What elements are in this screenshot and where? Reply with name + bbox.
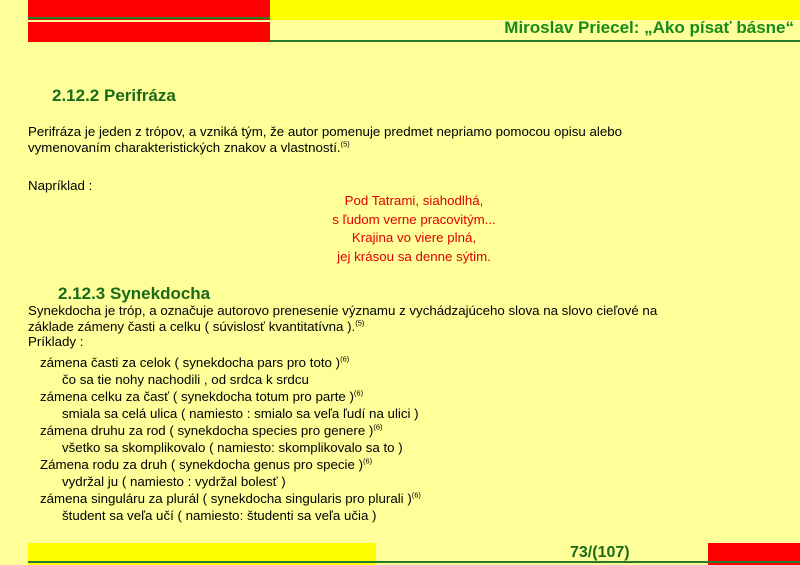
list-item-text: Zámena rodu za druh ( synekdocha genus pro specie ) (40, 457, 364, 472)
footer-rule (28, 561, 800, 563)
list-item (40, 423, 780, 440)
list-item-example: všetko sa skomplikovalo ( namiesto: skomplikovalo sa to ) (62, 440, 403, 455)
list-item-example: čo sa tie nohy nachodili , od srdca k srdcu (62, 372, 309, 387)
page-number: 73/(107) (570, 544, 630, 561)
header-bar-red-lower (28, 22, 270, 42)
list-item-example: vydržal ju ( namiesto : vydržal bolesť ) (62, 474, 286, 489)
poem-line: jej krásou sa denne sýtim. (337, 248, 491, 264)
header-rule-left (28, 17, 270, 19)
footnote-ref: (5) (340, 139, 350, 149)
paragraph-line: Synekdocha je tróp, a označuje autorovo prenesenie významu z vychádzajúceho slova na slovo cieľové na (28, 303, 658, 318)
footnote-ref: (5) (355, 318, 365, 328)
footnote-ref: (6) (411, 490, 421, 500)
footnote-ref: (6) (340, 354, 350, 364)
list-item-example: smiala sa celá ulica ( namiesto : smialo sa veľa ľudí na ulici ) (62, 406, 419, 421)
list-item (40, 491, 780, 508)
poem-example (264, 192, 564, 266)
paragraph-line (28, 319, 798, 335)
list-item-text: zámena singuláru za plurál ( synekdocha singularis pro plurali ) (40, 491, 412, 506)
paragraph-text: vymenovaním charakteristických znakov a vlastností. (28, 139, 341, 155)
header-rule-right (270, 40, 800, 42)
list-item (40, 457, 780, 474)
list-item (40, 389, 780, 406)
list-item-text: zámena druhu za rod ( synekdocha species pro genere ) (40, 423, 374, 438)
list-item (40, 355, 780, 372)
paragraph-line (28, 140, 798, 156)
poem-line: Pod Tatrami, siahodlhá, (344, 193, 484, 208)
example-label: Napríklad : (28, 178, 93, 193)
section-heading-perifraza: 2.12.2 Perifráza (52, 86, 176, 105)
footnote-ref: (6) (373, 422, 383, 432)
examples-label: Príklady : (28, 334, 84, 349)
footnote-ref: (6) (353, 388, 364, 398)
list-item-text: zámena časti za celok ( synekdocha pars pro toto ) (40, 355, 341, 370)
list-item-text: zámena celku za časť ( synekdocha totum pro parte ) (40, 389, 354, 404)
list-item-example: študent sa veľa učí ( namiesto: študenti sa veľa učia ) (62, 508, 377, 523)
footnote-ref: (6) (363, 456, 373, 466)
poem-line: s ľudom verne pracovitým... (332, 211, 496, 227)
header-bar-yellow (270, 0, 800, 20)
section-heading-synekdocha: 2.12.3 Synekdocha (58, 284, 211, 303)
synekdocha-paragraph (28, 303, 798, 350)
paragraph-line: Perifráza je jeden z trópov, a vzniká tým, že autor pomenuje predmet nepriamo pomocou opisu alebo (28, 124, 623, 139)
perifraza-paragraph (28, 124, 798, 155)
paragraph-text: základe zámeny časti a celku ( súvislosť kvantitatívna ). (28, 318, 356, 334)
synekdocha-examples-list (40, 355, 780, 525)
poem-line: Krajina vo viere plná, (351, 230, 477, 245)
document-title: Miroslav Priecel: „Ako písať básne“ (504, 18, 794, 37)
